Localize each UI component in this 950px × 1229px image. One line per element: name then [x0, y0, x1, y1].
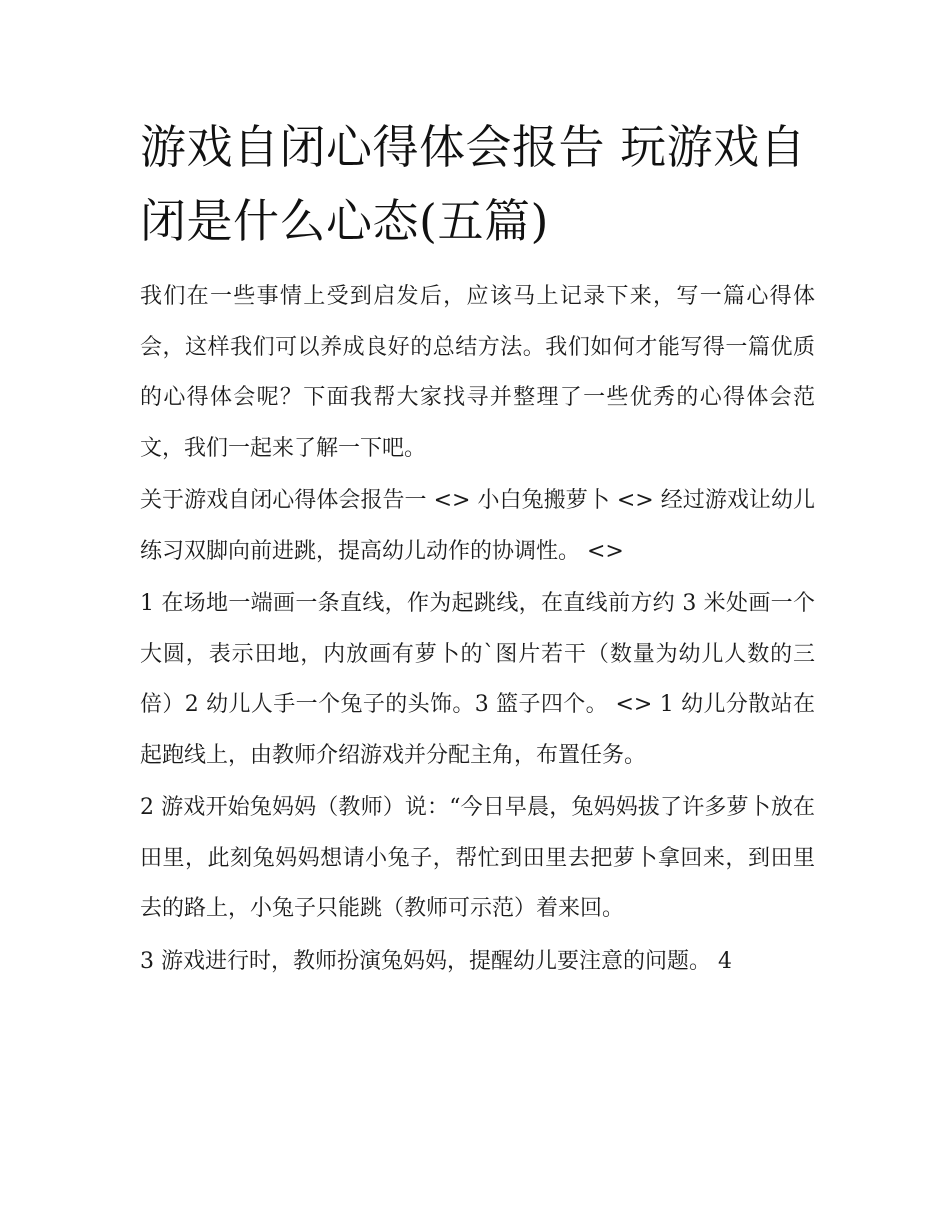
document-title: 游戏自闭心得体会报告 玩游戏自闭是什么心态(五篇) [140, 120, 807, 248]
paragraph-game-start: 2 游戏开始兔妈妈（教师）说：“今日早晨，兔妈妈拔了许多萝卜放在田里，此刻兔妈妈想请小兔子，帮忙到田里去把萝卜拿回来，到田里去的路上，小兔子只能跳（教师可示范）着来回。 [140, 795, 815, 921]
paragraph-intro: 我们在一些事情上受到启发后，应该马上记录下来，写一篇心得体会，这样我们可以养成良好的总结方法。我们如何才能写得一篇优质的心得体会呢？下面我帮大家找寻并整理了一些优秀的心得体会范文，我们一起来了解一下吧。 [140, 284, 815, 461]
paragraph-preparation: 1 在场地一端画一条直线，作为起跳线，在直线前方约 3 米处画一个大圆，表示田地，内放画有萝卜的`图片若干（数量为幼儿人数的三倍）2 幼儿人手一个兔子的头饰。3 篮子四个。 <> 1 幼儿分散站在起跑线上，由教师介绍游戏并分配主角，布置任务。 [140, 591, 815, 768]
document-page [140, 110, 815, 989]
paragraph-game-overview: 关于游戏自闭心得体会报告一 <> 小白兔搬萝卜 <> 经过游戏让幼儿练习双脚向前进跳，提高幼儿动作的协调性。 <> [140, 488, 815, 564]
paragraph-game-progress: 3 游戏进行时，教师扮演兔妈妈，提醒幼儿要注意的问题。 4 [140, 948, 732, 974]
